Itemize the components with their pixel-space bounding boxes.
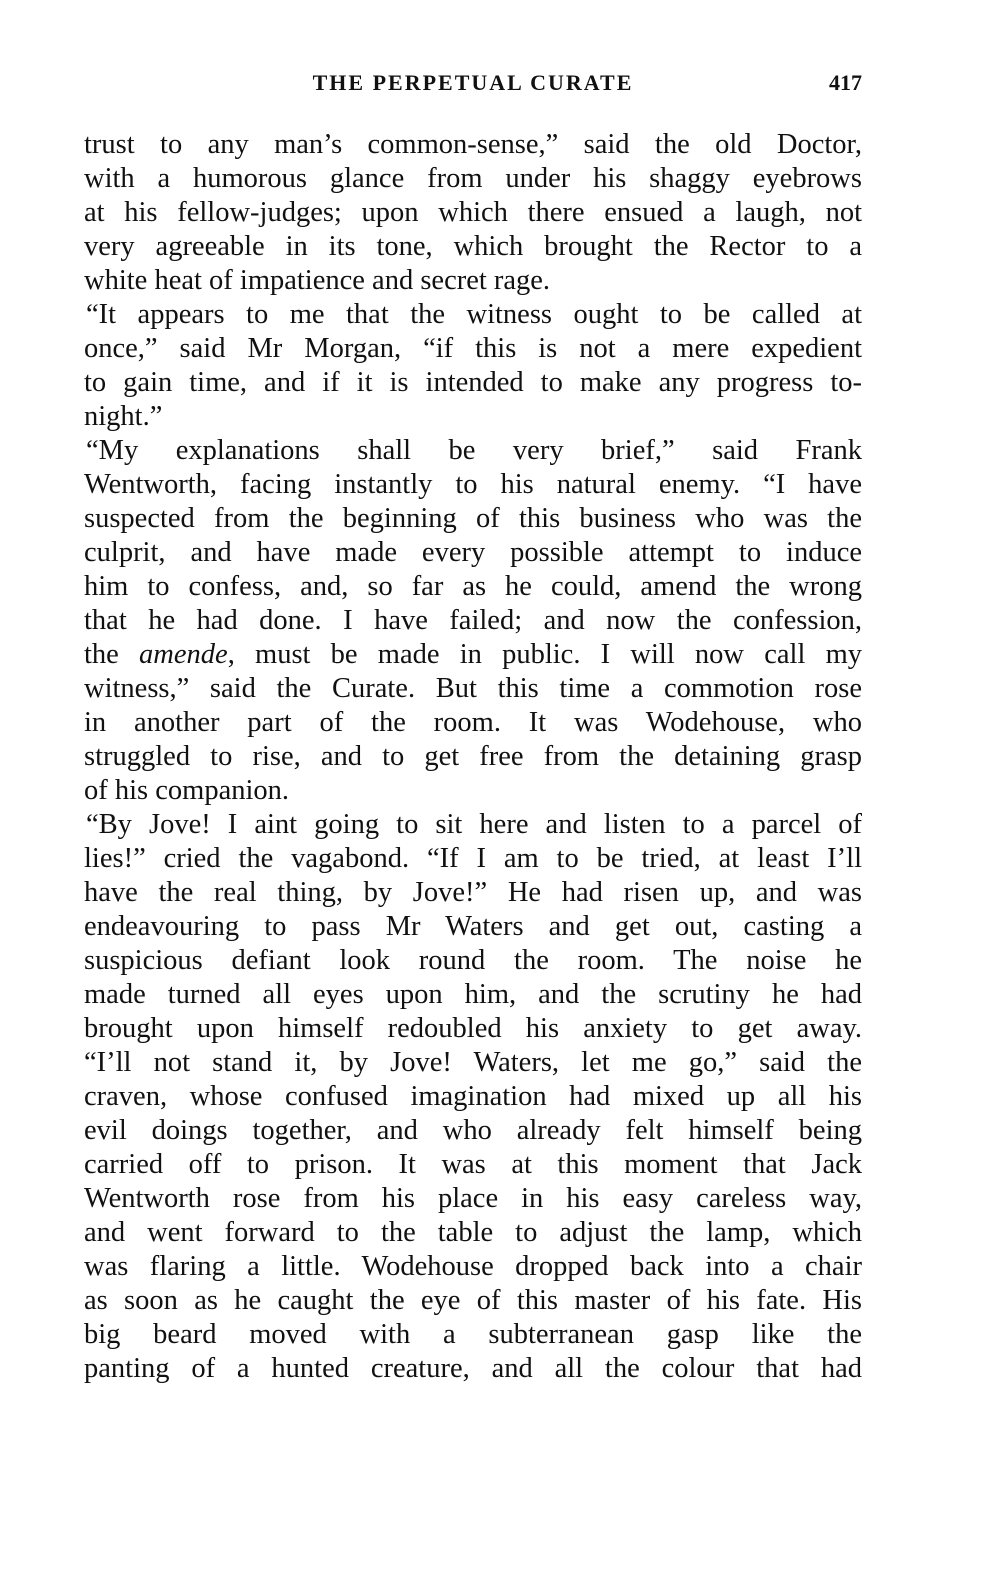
text-line: struggled to rise, and to get free from the detaining grasp: [84, 741, 862, 772]
text-line: big beard moved with a subterranean gasp like the: [84, 1319, 862, 1350]
text-line: that he had done. I have failed; and now the confession,: [84, 605, 862, 636]
text-line: “It appears to me that the witness ought to be called at: [86, 299, 862, 330]
text-segment: , must be made in public. I will now call my: [227, 639, 862, 670]
body-text: [84, 128, 862, 1386]
text-line: as soon as he caught the eye of this master of his fate. His: [84, 1285, 862, 1316]
text-line: [84, 638, 862, 672]
text-line: culprit, and have made every possible attempt to induce: [84, 537, 862, 568]
text-line: Wentworth rose from his place in his easy careless way,: [84, 1183, 862, 1214]
text-line: Wentworth, facing instantly to his natural enemy. “I have: [84, 469, 862, 500]
running-head: [84, 70, 862, 104]
text-line: “By Jove! I aint going to sit here and listen to a parcel of: [86, 809, 862, 840]
text-line: craven, whose confused imagination had mixed up all his: [84, 1081, 862, 1112]
text-line: “My explanations shall be very brief,” said Frank: [86, 435, 862, 466]
text-line: brought upon himself redoubled his anxiety to get away.: [84, 1013, 862, 1044]
text-line: white heat of impatience and secret rage.: [84, 265, 551, 296]
running-title: THE PERPETUAL CURATE: [312, 70, 634, 95]
text-line: “I’ll not stand it, by Jove! Waters, let me go,” said the: [84, 1047, 862, 1078]
text-line: and went forward to the table to adjust the lamp, which: [84, 1217, 862, 1248]
text-line: night.”: [84, 401, 163, 432]
text-line: him to confess, and, so far as he could, amend the wrong: [84, 571, 862, 602]
text-line: very agreeable in its tone, which brought the Rector to a: [84, 231, 862, 262]
text-line: at his fellow-judges; upon which there ensued a laugh, not: [84, 197, 862, 228]
text-line: evil doings together, and who already felt himself being: [84, 1115, 862, 1146]
page-number: 417: [829, 70, 862, 95]
text-line: witness,” said the Curate. But this time a commotion rose: [84, 673, 862, 704]
text-line: endeavouring to pass Mr Waters and get out, casting a: [84, 911, 862, 942]
text-line: suspected from the beginning of this business who was the: [84, 503, 862, 534]
text-line: made turned all eyes upon him, and the scrutiny he had: [84, 979, 862, 1010]
text-line: trust to any man’s common-sense,” said the old Doctor,: [84, 129, 862, 160]
text-line: lies!” cried the vagabond. “If I am to be tried, at least I’ll: [84, 843, 862, 874]
text-line: suspicious defiant look round the room. The noise he: [84, 945, 862, 976]
text-line: was flaring a little. Wodehouse dropped back into a chair: [84, 1251, 862, 1282]
text-line: with a humorous glance from under his shaggy eyebrows: [84, 163, 862, 194]
text-line: have the real thing, by Jove!” He had risen up, and was: [84, 877, 862, 908]
text-line: of his companion.: [84, 775, 290, 806]
text-line: panting of a hunted creature, and all the colour that had: [84, 1353, 862, 1384]
text-line: in another part of the room. It was Wodehouse, who: [84, 707, 862, 738]
text-line: once,” said Mr Morgan, “if this is not a mere expedient: [84, 333, 862, 364]
text-line: carried off to prison. It was at this moment that Jack: [84, 1149, 862, 1180]
text-segment: the: [84, 639, 140, 670]
text-line: to gain time, and if it is intended to make any progress to-: [84, 367, 862, 398]
italic-word: amende: [139, 639, 228, 670]
